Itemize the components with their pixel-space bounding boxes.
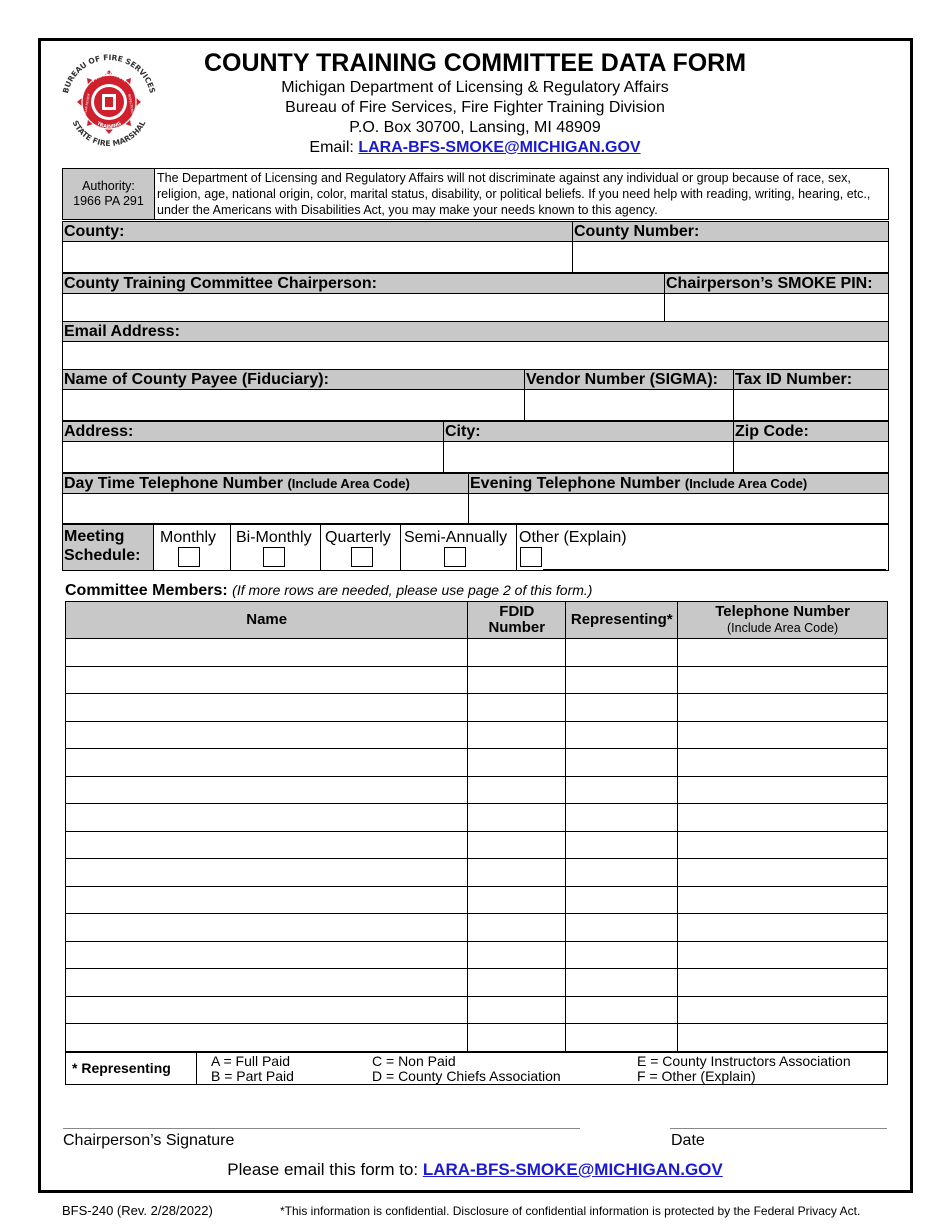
fdid-header-line1: FDID: [499, 603, 535, 620]
legend-key: * Representing: [66, 1053, 197, 1084]
member-representing-cell[interactable]: [566, 831, 678, 859]
email-address-label: Email Address:: [62, 321, 889, 342]
member-name-cell[interactable]: [66, 666, 468, 694]
confidentiality-notice: *This information is confidential. Disclosure of confidential information is protected by the Federal Privacy Act.: [280, 1204, 861, 1218]
legend-a: A = Full Paid: [211, 1053, 290, 1069]
authority-label: [63, 169, 155, 219]
meeting-option-quarterly: [321, 525, 401, 570]
phone-header-line1: Telephone Number: [715, 603, 850, 620]
member-name-cell[interactable]: [66, 831, 468, 859]
member-phone-cell[interactable]: [678, 914, 888, 942]
day-phone-label-text: Day Time Telephone Number: [64, 475, 284, 492]
zip-label: Zip Code:: [733, 421, 889, 442]
member-representing-cell[interactable]: [566, 914, 678, 942]
evening-phone-label: [468, 473, 889, 494]
meeting-option-bimonthly: [231, 525, 321, 570]
member-name-cell[interactable]: [66, 721, 468, 749]
member-representing-cell[interactable]: [566, 749, 678, 777]
mailing-address: P.O. Box 30700, Lansing, MI 48909: [349, 119, 601, 136]
table-row: [66, 1024, 888, 1052]
fdid-column-header: [468, 602, 566, 639]
seal-inner-left: PLAN REVIEW: [83, 93, 91, 115]
table-row: [66, 749, 888, 777]
member-fdid-cell[interactable]: [468, 749, 566, 777]
member-representing-cell[interactable]: [566, 721, 678, 749]
other-explain-line[interactable]: [543, 569, 886, 570]
payee-label: Name of County Payee (Fiduciary):: [62, 369, 525, 390]
county-label: County:: [62, 221, 573, 242]
member-name-cell[interactable]: [66, 1024, 468, 1052]
name-column-header: Name: [66, 602, 468, 639]
representing-legend: [65, 1052, 888, 1085]
committee-members-table: [65, 601, 888, 1052]
bimonthly-label: Bi-Monthly: [236, 529, 312, 546]
department-name: Michigan Department of Licensing & Regulatory Affairs: [281, 79, 669, 96]
legend-col-ab: [211, 1054, 294, 1084]
member-phone-cell[interactable]: [678, 776, 888, 804]
tax-id-input[interactable]: [733, 390, 889, 421]
member-representing-cell[interactable]: [566, 776, 678, 804]
member-name-cell[interactable]: [66, 914, 468, 942]
meeting-option-semiannually: [401, 525, 517, 570]
member-fdid-cell[interactable]: [468, 996, 566, 1024]
phone-column-header: [678, 602, 888, 639]
member-phone-cell[interactable]: [678, 941, 888, 969]
county-input[interactable]: [62, 242, 573, 273]
member-name-cell[interactable]: [66, 996, 468, 1024]
table-row: [66, 831, 888, 859]
member-name-cell[interactable]: [66, 776, 468, 804]
member-phone-cell[interactable]: [678, 996, 888, 1024]
member-phone-cell[interactable]: [678, 804, 888, 832]
committee-members-heading: [65, 582, 592, 600]
table-row: [66, 639, 888, 667]
email-instruction: [0, 1160, 950, 1180]
meeting-schedule-label: [63, 525, 154, 570]
county-number-input[interactable]: [572, 242, 889, 273]
member-representing-cell[interactable]: [566, 859, 678, 887]
member-representing-cell[interactable]: [566, 694, 678, 722]
header-email-line: [175, 138, 775, 158]
member-fdid-cell[interactable]: [468, 1024, 566, 1052]
table-row: [66, 996, 888, 1024]
table-header-row: [66, 602, 888, 639]
payee-input[interactable]: [62, 390, 525, 421]
quarterly-label: Quarterly: [325, 529, 391, 546]
table-row: [66, 721, 888, 749]
member-phone-cell[interactable]: [678, 639, 888, 667]
other-checkbox[interactable]: [520, 547, 542, 567]
legend-c: C = Non Paid: [372, 1053, 456, 1069]
evening-phone-label-text: Evening Telephone Number: [470, 475, 681, 492]
county-number-label: County Number:: [572, 221, 889, 242]
legend-e: E = County Instructors Association: [637, 1053, 851, 1069]
header-email-link[interactable]: LARA-BFS-SMOKE@MICHIGAN.GOV: [358, 139, 641, 156]
smoke-pin-input[interactable]: [664, 294, 889, 322]
chairperson-signature-label: Chairperson’s Signature: [63, 1132, 235, 1149]
non-discrimination-notice: The Department of Licensing and Regulatory Affairs will not discriminate against any individual or group because of race, sex, religion, age, national origin, color, marital status, disability, or political beliefs. If you need help with reading, writing, hearing, etc., under the Americans with Disabilities Act, you may make your needs known to this agency.: [157, 171, 871, 217]
email-prompt: Please email this form to:: [227, 1160, 423, 1179]
meeting-label-line1: Meeting: [64, 528, 125, 545]
seal-bottom-text: STATE FIRE MARSHAL: [70, 119, 148, 149]
member-name-cell[interactable]: [66, 969, 468, 997]
semiannually-checkbox[interactable]: [444, 547, 466, 567]
city-label: City:: [443, 421, 734, 442]
address-input[interactable]: [62, 442, 444, 473]
member-fdid-cell[interactable]: [468, 969, 566, 997]
member-fdid-cell[interactable]: [468, 639, 566, 667]
representing-column-header: Representing*: [566, 602, 678, 639]
member-name-cell[interactable]: [66, 804, 468, 832]
date-label: Date: [671, 1132, 705, 1149]
member-fdid-cell[interactable]: [468, 886, 566, 914]
member-name-cell[interactable]: [66, 749, 468, 777]
member-name-cell[interactable]: [66, 941, 468, 969]
member-phone-cell[interactable]: [678, 721, 888, 749]
fdid-header-line2: Number: [488, 619, 546, 636]
member-phone-cell[interactable]: [678, 831, 888, 859]
member-representing-cell[interactable]: [566, 804, 678, 832]
member-name-cell[interactable]: [66, 886, 468, 914]
seal-inner-right: INSPECTIONS: [127, 93, 135, 115]
member-name-cell[interactable]: [66, 694, 468, 722]
table-row: [66, 694, 888, 722]
table-row: [66, 776, 888, 804]
form-header: [175, 48, 775, 158]
meeting-option-monthly: [154, 525, 231, 570]
city-input[interactable]: [443, 442, 734, 473]
member-fdid-cell[interactable]: [468, 721, 566, 749]
seal-inner-bottom: TRAINING: [95, 121, 123, 131]
date-line[interactable]: [670, 1128, 887, 1129]
header-email-label: Email:: [309, 139, 359, 156]
phone-header-note: (Include Area Code): [727, 621, 839, 635]
page-title: COUNTY TRAINING COMMITTEE DATA FORM: [203, 49, 747, 77]
legend-col-cd: [372, 1054, 561, 1084]
fire-marshal-seal: [55, 48, 163, 156]
member-fdid-cell[interactable]: [468, 941, 566, 969]
member-representing-cell[interactable]: [566, 941, 678, 969]
committee-note: (If more rows are needed, please use page 2 of this form.): [232, 582, 593, 598]
member-representing-cell[interactable]: [566, 996, 678, 1024]
member-name-cell[interactable]: [66, 859, 468, 887]
chairperson-input[interactable]: [62, 294, 665, 322]
member-representing-cell[interactable]: [566, 1024, 678, 1052]
table-row: [66, 804, 888, 832]
seal-top-text: BUREAU OF FIRE SERVICES: [60, 52, 158, 95]
member-phone-cell[interactable]: [678, 859, 888, 887]
other-label: Other (Explain): [519, 529, 627, 546]
table-row: [66, 941, 888, 969]
evening-phone-input[interactable]: [468, 494, 889, 524]
legend-b: B = Part Paid: [211, 1068, 294, 1084]
meeting-label-line2: Schedule:: [64, 547, 141, 564]
member-phone-cell[interactable]: [678, 886, 888, 914]
member-fdid-cell[interactable]: [468, 859, 566, 887]
member-fdid-cell[interactable]: [468, 666, 566, 694]
member-name-cell[interactable]: [66, 639, 468, 667]
member-phone-cell[interactable]: [678, 666, 888, 694]
monthly-checkbox[interactable]: [178, 547, 200, 567]
monthly-label: Monthly: [160, 529, 217, 546]
bureau-name: Bureau of Fire Services, Fire Fighter Training Division: [285, 99, 665, 116]
table-row: [66, 859, 888, 887]
member-phone-cell[interactable]: [678, 749, 888, 777]
member-representing-cell[interactable]: [566, 666, 678, 694]
member-fdid-cell[interactable]: [468, 804, 566, 832]
vendor-number-input[interactable]: [524, 390, 734, 421]
address-label: Address:: [62, 421, 444, 442]
day-phone-input[interactable]: [62, 494, 469, 524]
day-phone-note: (Include Area Code): [287, 476, 410, 491]
form-id: BFS-240 (Rev. 2/28/2022): [62, 1203, 213, 1218]
table-row: [66, 666, 888, 694]
table-row: [66, 914, 888, 942]
chairperson-label: County Training Committee Chairperson:: [62, 273, 665, 294]
zip-input[interactable]: [733, 442, 889, 473]
authority-label-line2: 1966 PA 291: [73, 194, 144, 208]
vendor-number-label: Vendor Number (SIGMA):: [524, 369, 734, 390]
authority-box: [62, 168, 889, 220]
member-representing-cell[interactable]: [566, 886, 678, 914]
member-representing-cell[interactable]: [566, 639, 678, 667]
member-fdid-cell[interactable]: [468, 776, 566, 804]
member-fdid-cell[interactable]: [468, 831, 566, 859]
member-phone-cell[interactable]: [678, 694, 888, 722]
email-address-input[interactable]: [62, 342, 889, 370]
seal-inner-top: PREVENTION: [91, 72, 127, 84]
table-row: [66, 886, 888, 914]
authority-label-line1: Authority:: [82, 179, 135, 193]
member-fdid-cell[interactable]: [468, 694, 566, 722]
day-phone-label: [62, 473, 469, 494]
legend-f: F = Other (Explain): [637, 1068, 756, 1084]
smoke-pin-label: Chairperson’s SMOKE PIN:: [664, 273, 889, 294]
meeting-schedule: [62, 524, 889, 571]
member-phone-cell[interactable]: [678, 1024, 888, 1052]
committee-title: Committee Members:: [65, 582, 228, 599]
bimonthly-checkbox[interactable]: [263, 547, 285, 567]
legend-col-ef: [637, 1054, 851, 1084]
quarterly-checkbox[interactable]: [351, 547, 373, 567]
tax-id-label: Tax ID Number:: [733, 369, 889, 390]
signature-line[interactable]: [63, 1128, 580, 1129]
bottom-email-link[interactable]: LARA-BFS-SMOKE@MICHIGAN.GOV: [422, 1160, 723, 1179]
evening-phone-note: (Include Area Code): [684, 476, 808, 491]
member-fdid-cell[interactable]: [468, 914, 566, 942]
meeting-option-other: [517, 525, 888, 570]
member-phone-cell[interactable]: [678, 969, 888, 997]
semiannually-label: Semi-Annually: [404, 529, 508, 546]
member-representing-cell[interactable]: [566, 969, 678, 997]
legend-d: D = County Chiefs Association: [372, 1068, 561, 1084]
table-row: [66, 969, 888, 997]
